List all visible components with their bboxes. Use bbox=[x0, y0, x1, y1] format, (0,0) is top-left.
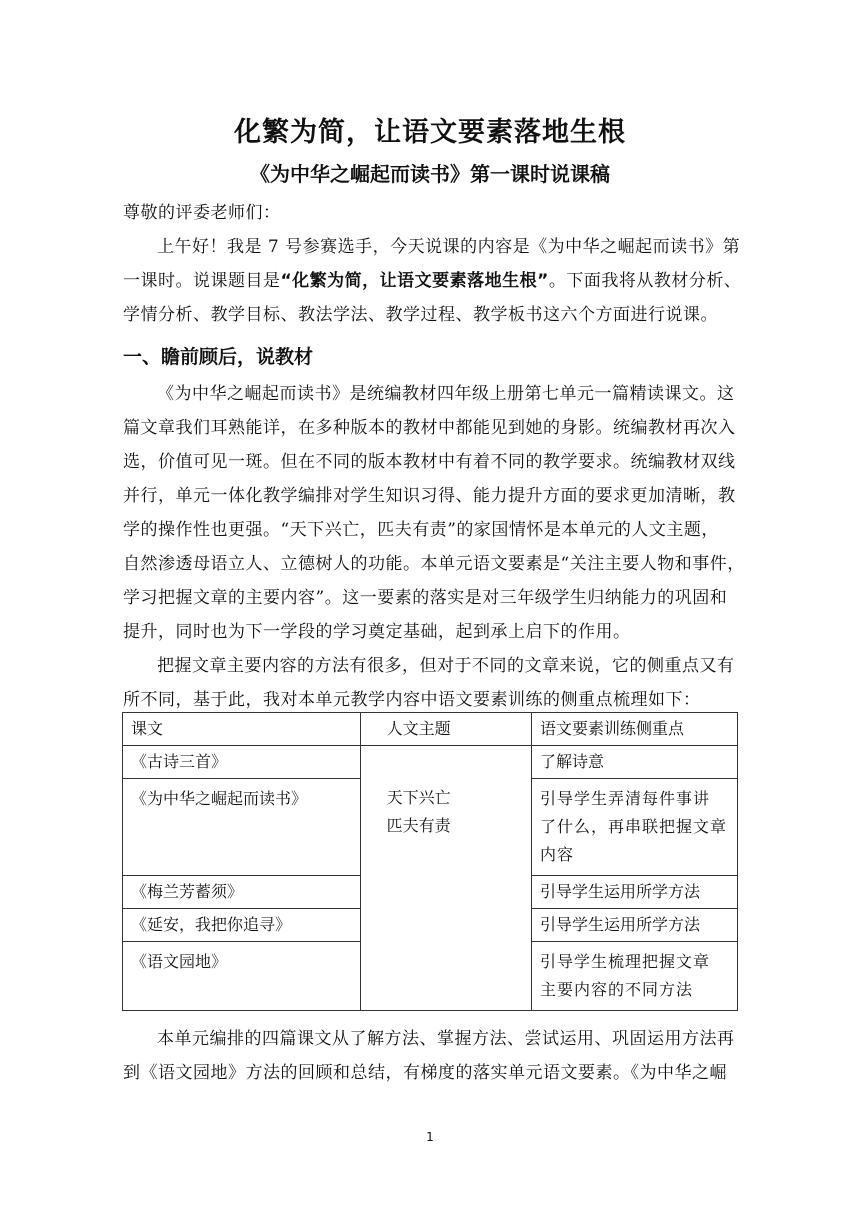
theme-line: 天下兴亡 bbox=[386, 788, 451, 807]
paragraph-line: 把握文章主要内容的方法有很多，但对于不同的文章来说，它的侧重点又有 bbox=[157, 656, 735, 676]
focus-line: 引导学生弄清每件事讲 bbox=[540, 789, 711, 808]
table-header-cell: 语文要素训练侧重点 bbox=[532, 713, 738, 746]
focus-cell: 引导学生运用所学方法 bbox=[532, 909, 738, 942]
focus-line: 引导学生梳理把握文章 bbox=[540, 952, 711, 971]
paragraph-line: 提升，同时也为下一学段的学习奠定基础，起到承上启下的作用。 bbox=[123, 622, 631, 642]
lesson-cell: 《梅兰芳蓄须》 bbox=[123, 876, 361, 909]
theme-line: 匹夫有责 bbox=[386, 816, 451, 835]
paragraph-line: 到《语文园地》方法的回顾和总结，有梯度的落实单元语文要素。《为中华之崛 bbox=[123, 1063, 727, 1083]
paragraph-line: 《为中华之崛起而读书》是统编教材四年级上册第七单元一篇精读课文。这 bbox=[157, 384, 735, 404]
focus-cell: 了解诗意 bbox=[532, 746, 738, 779]
paragraph-line: 篇文章我们耳熟能详，在多种版本的教材中都能见到她的身影。统编教材再次入 bbox=[123, 418, 736, 438]
document-title: 化繁为简，让语文要素落地生根 bbox=[234, 117, 626, 148]
lesson-cell: 《古诗三首》 bbox=[123, 746, 361, 779]
salutation: 尊敬的评委老师们： bbox=[123, 203, 281, 223]
table-header-cell: 课文 bbox=[123, 713, 361, 746]
intro-line-2 bbox=[123, 271, 743, 291]
intro-text: 一课时。说课题目是 bbox=[123, 271, 281, 291]
focus-cell: 引导学生运用所学方法 bbox=[532, 876, 738, 909]
paragraph-line: 选，价值可见一斑。但在不同的版本教材中有着不同的教学要求。统编教材双线 bbox=[123, 452, 736, 472]
paragraph-line: 本单元编排的四篇课文从了解方法、掌握方法、尝试运用、巩固运用方法再 bbox=[157, 1029, 735, 1049]
theme-cell bbox=[360, 746, 531, 1011]
document-subtitle: 《为中华之崛起而读书》第一课时说课稿 bbox=[250, 162, 610, 186]
table-header-row bbox=[123, 713, 738, 746]
lesson-cell: 《语文园地》 bbox=[123, 942, 361, 1011]
focus-line: 主要内容的不同方法 bbox=[540, 980, 694, 999]
lesson-cell: 《延安，我把你追寻》 bbox=[123, 909, 361, 942]
paragraph-line: 学习把握文章的主要内容”。这一要素的落实是对三年级学生归纳能力的巩固和 bbox=[123, 588, 728, 608]
unit-focus-table bbox=[122, 712, 738, 1011]
paragraph-line: 学的操作性也更强。“天下兴亡，匹夫有责”的家国情怀是本单元的人文主题， bbox=[123, 520, 719, 540]
paragraph-line: 自然渗透母语立人、立德树人的功能。本单元语文要素是“关注主要人物和事件， bbox=[123, 554, 745, 574]
paragraph-line: 并行，单元一体化教学编排对学生知识习得、能力提升方面的要求更加清晰，教 bbox=[123, 486, 736, 506]
intro-text: 。下面我将从教材分析、 bbox=[548, 271, 742, 291]
page-number: 1 bbox=[426, 1130, 434, 1144]
focus-line: 了什么，再串联把握文章 bbox=[540, 817, 728, 836]
paragraph-line: 所不同，基于此，我对本单元教学内容中语文要素训练的侧重点梳理如下： bbox=[123, 690, 701, 710]
table-header-cell: 人文主题 bbox=[360, 713, 531, 746]
focus-line: 内容 bbox=[540, 845, 575, 864]
focus-cell bbox=[532, 779, 738, 876]
table-row bbox=[123, 746, 738, 779]
section-heading: 一、瞻前顾后，说教材 bbox=[123, 346, 314, 368]
intro-line-1: 上午好！我是 7 号参赛选手，今天说课的内容是《为中华之崛起而读书》第 bbox=[157, 237, 741, 257]
focus-cell bbox=[532, 942, 738, 1011]
lesson-cell: 《为中华之崛起而读书》 bbox=[123, 779, 361, 876]
intro-line-3: 学情分析、教学目标、教法学法、教学过程、教学板书这六个方面进行说课。 bbox=[123, 305, 718, 325]
talk-topic: “化繁为简，让语文要素落地生根” bbox=[280, 271, 549, 291]
